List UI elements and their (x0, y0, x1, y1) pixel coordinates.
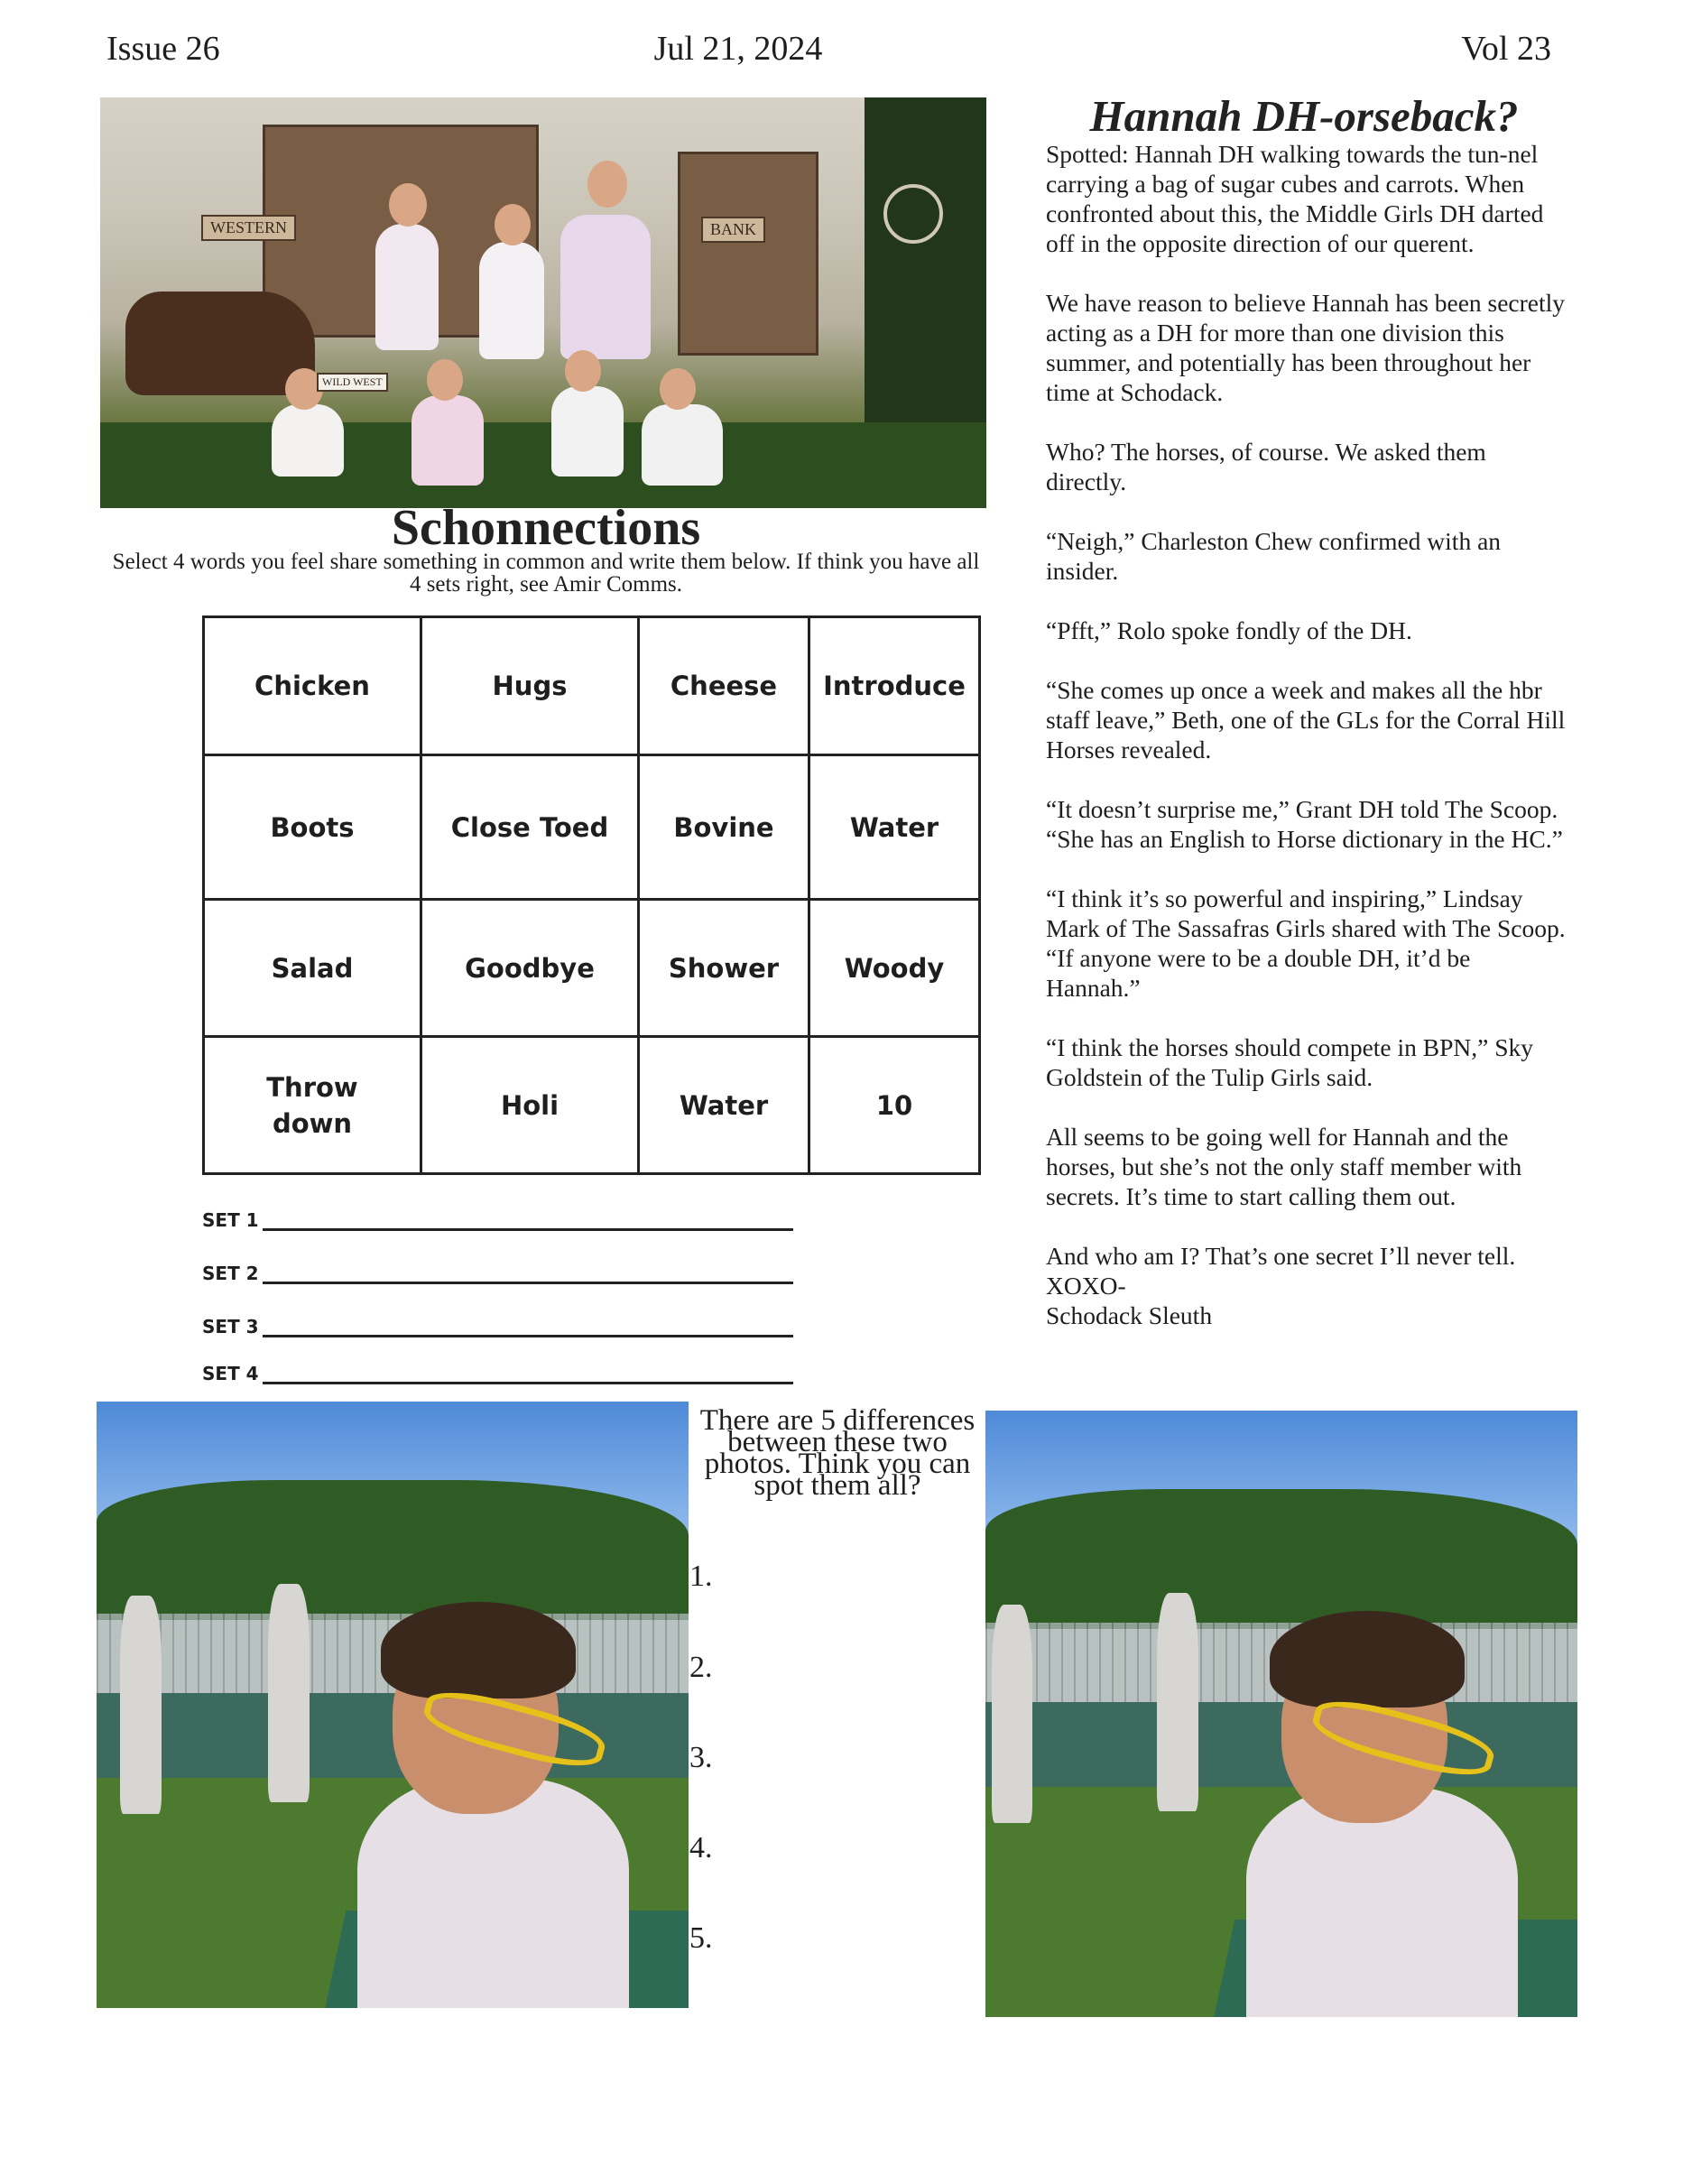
article-paragraph: Spotted: Hannah DH walking towards the tun-nel carrying a bag of sugar cubes and carrots. When confronted about this, the Middle Girls DH darted off in the opposite direction of our querent. (1046, 140, 1544, 257)
camper (479, 242, 544, 359)
word-cell: Hugs (421, 617, 639, 755)
article-paragraph: “I think it’s so powerful and inspiring,” Lindsay Mark of The Sassafras Girls shared with The Scoop. “If anyone were to be a double DH, it’d be Hannah.” (1046, 884, 1566, 1002)
person-walking (992, 1605, 1033, 1823)
word-cell: Woody (809, 900, 980, 1037)
grid-row (204, 755, 980, 900)
person-walking (1157, 1593, 1198, 1811)
camper-head (427, 359, 463, 401)
backdrop-bank-building (678, 152, 818, 356)
word-cell: Bovine (639, 755, 809, 900)
camper (375, 224, 439, 350)
word-cell: Shower (639, 900, 809, 1037)
word-cell: Close Toed (421, 755, 639, 900)
set-answer-line[interactable] (202, 1259, 793, 1284)
article-paragraph: “I think the horses should compete in BPN,” Sky Goldstein of the Tulip Girls said. (1046, 1033, 1534, 1091)
word-cell: Boots (204, 755, 421, 900)
word-cell: Salad (204, 900, 421, 1037)
article-title: Hannah DH-orseback? (1089, 91, 1519, 141)
article-paragraph: “She comes up once a week and makes all the hbr staff leave,” Beth, one of the GLs for the Corral Hill Horses revealed. (1046, 676, 1566, 763)
wild-west-prop-sign: WILD WEST (317, 373, 388, 392)
word-cell: Cheese (639, 617, 809, 755)
grid-row (204, 900, 980, 1037)
camper (642, 404, 723, 486)
spot-difference-photo-right (985, 1411, 1577, 2017)
person-walking (120, 1596, 162, 1814)
group-photo-wild-west (100, 97, 986, 508)
camper (412, 395, 484, 486)
camper (551, 386, 624, 477)
western-sign: WESTERN (201, 215, 296, 241)
word-cell: Goodbye (421, 900, 639, 1037)
bank-sign: BANK (701, 217, 765, 243)
difference-number: 1. (689, 1559, 713, 1593)
set-answer-line[interactable] (202, 1206, 793, 1231)
word-cell: Chicken (204, 617, 421, 755)
set-label: SET 2 (202, 1263, 259, 1284)
word-cell: 10 (809, 1037, 980, 1174)
camper-head (495, 204, 531, 245)
article-paragraph: “It doesn’t surprise me,” Grant DH told The Scoop. “She has an English to Horse dictionary in the HC.” (1046, 795, 1563, 853)
spot-difference-photo-left (97, 1402, 689, 2008)
difference-number: 3. (689, 1741, 713, 1774)
article-paragraph: “Neigh,” Charleston Chew confirmed with an insider. (1046, 527, 1502, 585)
word-cell: Water (809, 755, 980, 900)
article-body (1046, 139, 1569, 1330)
article-signoff: XOXO- (1046, 1272, 1126, 1300)
set-label: SET 1 (202, 1209, 259, 1231)
wagon-wheel (883, 184, 943, 244)
trees (985, 1489, 1577, 1629)
set-answer-line[interactable] (202, 1312, 793, 1337)
camper-head (660, 368, 696, 410)
set-label: SET 4 (202, 1363, 259, 1384)
boy-hair (1270, 1611, 1465, 1708)
answer-rule (263, 1227, 793, 1231)
article-paragraph: Who? The horses, of course. We asked them directly. (1046, 438, 1486, 495)
spot-difference-intro: There are 5 differences between these two photos. Think you can spot them all? (699, 1404, 976, 1502)
set-label: SET 3 (202, 1316, 259, 1337)
issue-number: Issue 26 (106, 30, 220, 68)
boy-hair (381, 1602, 576, 1699)
word-cell: Water (639, 1037, 809, 1174)
counselor (560, 215, 651, 359)
word-grid (202, 615, 981, 1175)
difference-number: 2. (689, 1651, 713, 1684)
answer-rule (263, 1334, 793, 1337)
article-byline: Schodack Sleuth (1046, 1301, 1213, 1329)
answer-rule (263, 1381, 793, 1384)
difference-number: 5. (689, 1921, 713, 1955)
issue-date: Jul 21, 2024 (653, 30, 823, 68)
word-cell: Throw down (204, 1037, 421, 1174)
grass (100, 422, 986, 508)
set-answer-line[interactable] (202, 1359, 793, 1384)
puzzle-title: Schonnections (391, 500, 701, 556)
trees (97, 1480, 689, 1620)
counselor-head (587, 161, 627, 208)
article-paragraph: All seems to be going well for Hannah and the horses, but she’s not the only staff member with secrets. It’s time to start calling them out. (1046, 1123, 1522, 1210)
article-paragraph: “Pfft,” Rolo spoke fondly of the DH. (1046, 616, 1412, 644)
article-paragraph: And who am I? That’s one secret I’ll never tell. (1046, 1242, 1516, 1270)
word-cell: Introduce (809, 617, 980, 755)
camper-head (565, 350, 601, 392)
grid-row (204, 1037, 980, 1174)
article-paragraph: We have reason to believe Hannah has been secretly acting as a DH for more than one division this summer, and potentially has been throughout her time at Schodack. (1046, 289, 1566, 406)
camper-head (389, 183, 427, 227)
grid-row (204, 617, 980, 755)
difference-number: 4. (689, 1831, 713, 1865)
puzzle-instructions: Select 4 words you feel share something in common and write them below. If think you have all 4 sets right, see Amir Comms. (112, 550, 980, 597)
camper (272, 404, 344, 477)
volume-number: Vol 23 (1461, 30, 1551, 68)
answer-rule (263, 1281, 793, 1284)
word-cell: Holi (421, 1037, 639, 1174)
person-walking (268, 1584, 310, 1802)
